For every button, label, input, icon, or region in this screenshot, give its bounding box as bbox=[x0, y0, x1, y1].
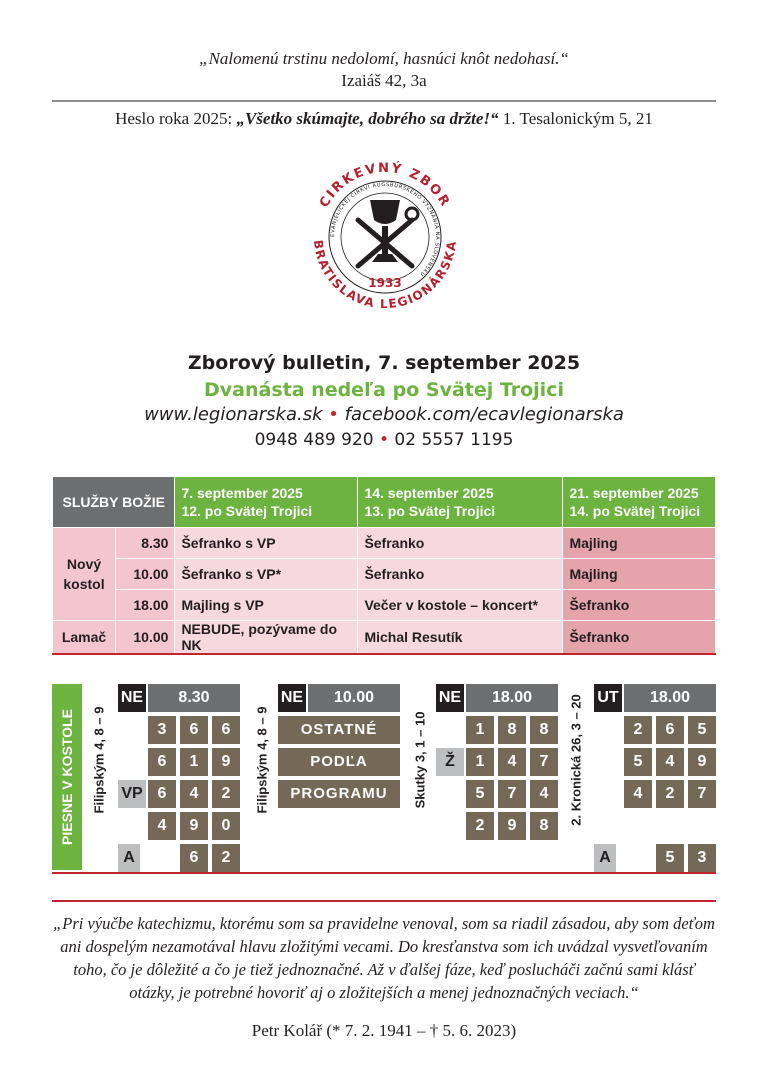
reading-ref: Filipským 4, 8 – 9 bbox=[91, 706, 107, 814]
column-name: 12. po Svätej Trojici bbox=[181, 503, 313, 519]
service-cell: Šefranko s VP* bbox=[175, 559, 358, 590]
table-row bbox=[53, 590, 716, 621]
column-header bbox=[175, 477, 358, 528]
hymn-digit: 9 bbox=[212, 748, 240, 776]
hymn-digit: 4 bbox=[624, 780, 652, 808]
logo-top-text: CIRKEVNÝ ZBOR bbox=[316, 160, 454, 211]
service-cell: Majling s VP bbox=[175, 590, 358, 621]
service-time: 10.00 bbox=[116, 621, 175, 655]
hymn-digit: 1 bbox=[180, 748, 208, 776]
program-note: PODĽA bbox=[278, 748, 400, 776]
column-date: 21. september 2025 bbox=[569, 485, 699, 501]
hymns-side-label bbox=[52, 684, 82, 870]
closing-quote: „Pri výučbe katechizmu, ktorému som sa pravidelne venoval, som sa riadil zásadou, aby som deťom ani dospelým nezamotával hlavu zložitými vecami. Do kresťanstva som ich uvádzal vysvetľovaním toho, čo je dôležité a čo je tiež jednoznačné. Až v ďalšej fáze, keď poslucháči začnú sami klásť otázky, je potrebné hovoriť aj o zložitejších a menej jednoznačných veciach.“ bbox=[53, 914, 715, 1002]
hymn-digit: 9 bbox=[498, 812, 526, 840]
motto bbox=[0, 48, 768, 92]
reading-ref: 2. Kronická 26, 3 – 20 bbox=[568, 694, 584, 826]
hymn-digit: 8 bbox=[498, 716, 526, 744]
hymn-digit: 5 bbox=[656, 844, 684, 872]
hymn-digit: 6 bbox=[180, 716, 208, 744]
hymn-digit: 7 bbox=[688, 780, 716, 808]
z-label: Ž bbox=[436, 748, 464, 776]
table-row bbox=[53, 559, 716, 590]
a-label: A bbox=[118, 844, 140, 872]
hymn-digit: 6 bbox=[656, 716, 684, 744]
hymn-digit: 2 bbox=[624, 716, 652, 744]
column-name: 13. po Svätej Trojici bbox=[364, 503, 496, 519]
service-cell: Michal Resutík bbox=[358, 621, 563, 655]
hymn-digit: 9 bbox=[180, 812, 208, 840]
day-label: NE bbox=[118, 684, 146, 712]
hymn-digit: 4 bbox=[180, 780, 208, 808]
bulletin-links bbox=[0, 404, 768, 425]
a-label: A bbox=[594, 844, 616, 872]
service-time: 18.00 bbox=[624, 684, 716, 712]
logo-inner-text: EVANJELICKEJ CIRKVI AUGSBURSKÉHO VYZNANIA NA SLOVENSKU bbox=[329, 181, 441, 278]
day-label: UT bbox=[594, 684, 622, 712]
hymn-digit: 2 bbox=[656, 780, 684, 808]
motto-quote: „Nalomenú trstinu nedolomí, hasnúci knôt nedohasí.“ bbox=[199, 49, 569, 68]
hymn-digit: 5 bbox=[624, 748, 652, 776]
hymn-digit: 2 bbox=[212, 844, 240, 872]
hymn-digit: 1 bbox=[466, 748, 494, 776]
service-time: 10.00 bbox=[308, 684, 400, 712]
hymn-digit: 9 bbox=[688, 748, 716, 776]
service-time: 18.00 bbox=[116, 590, 175, 621]
facebook-link[interactable]: facebook.com/ecavlegionarska bbox=[344, 404, 624, 425]
reading-ref: Skutky 3, 1 – 10 bbox=[412, 711, 428, 809]
table-row bbox=[53, 528, 716, 559]
service-time: 8.30 bbox=[148, 684, 240, 712]
program-note: OSTATNÉ bbox=[278, 716, 400, 744]
service-cell: Šefranko bbox=[358, 528, 563, 559]
services-table bbox=[52, 476, 716, 655]
hymn-digit: 5 bbox=[466, 780, 494, 808]
hymn-digit: 4 bbox=[498, 748, 526, 776]
hymn-digit: 2 bbox=[466, 812, 494, 840]
service-cell: Šefranko bbox=[563, 590, 716, 621]
hymns-side-text: PIESNE V KOSTOLE bbox=[59, 709, 75, 845]
column-date: 14. september 2025 bbox=[364, 485, 494, 501]
service-cell: Majling bbox=[563, 559, 716, 590]
place-label: Nový bbox=[66, 556, 102, 572]
year-motto bbox=[0, 109, 768, 129]
hymn-digit: 7 bbox=[530, 748, 558, 776]
place-novy-kostol bbox=[53, 528, 116, 621]
hymn-digit: 6 bbox=[180, 844, 208, 872]
column-date: 7. september 2025 bbox=[181, 485, 303, 501]
year-prefix: Heslo roka 2025: bbox=[115, 109, 237, 128]
hymn-digit: 4 bbox=[656, 748, 684, 776]
year-quote: „Všetko skúmajte, dobrého sa držte!“ bbox=[236, 109, 499, 128]
church-logo bbox=[300, 152, 470, 322]
hymn-digit: 1 bbox=[466, 716, 494, 744]
year-reference: 1. Tesalonickým 5, 21 bbox=[498, 109, 653, 128]
separator-dot: • bbox=[378, 430, 390, 450]
service-cell: Majling bbox=[563, 528, 716, 559]
hymn-digit: 6 bbox=[212, 716, 240, 744]
vp-label: VP bbox=[118, 780, 146, 808]
hymn-digit: 8 bbox=[530, 812, 558, 840]
divider bbox=[52, 872, 716, 874]
service-cell: Šefranko s VP bbox=[175, 528, 358, 559]
service-time: 18.00 bbox=[466, 684, 558, 712]
hymn-digit: 5 bbox=[688, 716, 716, 744]
services-header: SLUŽBY BOŽIE bbox=[53, 477, 175, 528]
service-time: 10.00 bbox=[116, 559, 175, 590]
divider bbox=[52, 100, 716, 102]
day-label: NE bbox=[436, 684, 464, 712]
column-header bbox=[358, 477, 563, 528]
service-cell: Šefranko bbox=[563, 621, 716, 655]
service-cell: Šefranko bbox=[358, 559, 563, 590]
hymn-digit: 0 bbox=[212, 812, 240, 840]
service-time: 8.30 bbox=[116, 528, 175, 559]
separator-dot: • bbox=[328, 404, 339, 425]
motto-reference: Izaiáš 42, 3a bbox=[341, 71, 427, 90]
divider bbox=[52, 900, 716, 902]
hymn-digit: 6 bbox=[148, 748, 176, 776]
phone-1: 0948 489 920 bbox=[254, 430, 374, 450]
service-cell: Večer v kostole – koncert* bbox=[358, 590, 563, 621]
quote-author: Petr Kolář (* 7. 2. 1941 – † 5. 6. 2023) bbox=[251, 1021, 517, 1040]
hymn-digit: 6 bbox=[148, 780, 176, 808]
hymn-digit: 7 bbox=[498, 780, 526, 808]
website-link[interactable]: www.legionarska.sk bbox=[144, 404, 323, 425]
program-note: PROGRAMU bbox=[278, 780, 400, 808]
column-name: 14. po Svätej Trojici bbox=[569, 503, 701, 519]
logo-year: 1933 bbox=[368, 276, 402, 290]
bulletin-title: Zborový bulletin, 7. september 2025 bbox=[187, 352, 581, 374]
hymn-digit: 8 bbox=[530, 716, 558, 744]
column-header bbox=[563, 477, 716, 528]
table-row bbox=[53, 621, 716, 655]
place-lamac: Lamač bbox=[53, 621, 116, 655]
place-label: kostol bbox=[63, 576, 105, 592]
bulletin-subtitle: Dvanásta nedeľa po Svätej Trojici bbox=[204, 379, 564, 401]
hymn-digit: 3 bbox=[688, 844, 716, 872]
hymns-section bbox=[52, 684, 716, 870]
phone-2: 02 5557 1195 bbox=[394, 430, 514, 450]
reading-ref: Filipským 4, 8 – 9 bbox=[254, 706, 270, 814]
hymn-digit: 4 bbox=[530, 780, 558, 808]
hymn-digit: 4 bbox=[148, 812, 176, 840]
logo-bottom-text: BRATISLAVA LEGIONÁRSKA bbox=[310, 239, 460, 312]
service-cell: NEBUDE, pozývame do NK bbox=[175, 621, 358, 655]
hymn-digit: 2 bbox=[212, 780, 240, 808]
hymn-digit: 3 bbox=[148, 716, 176, 744]
bulletin-phones bbox=[0, 430, 768, 450]
day-label: NE bbox=[278, 684, 306, 712]
